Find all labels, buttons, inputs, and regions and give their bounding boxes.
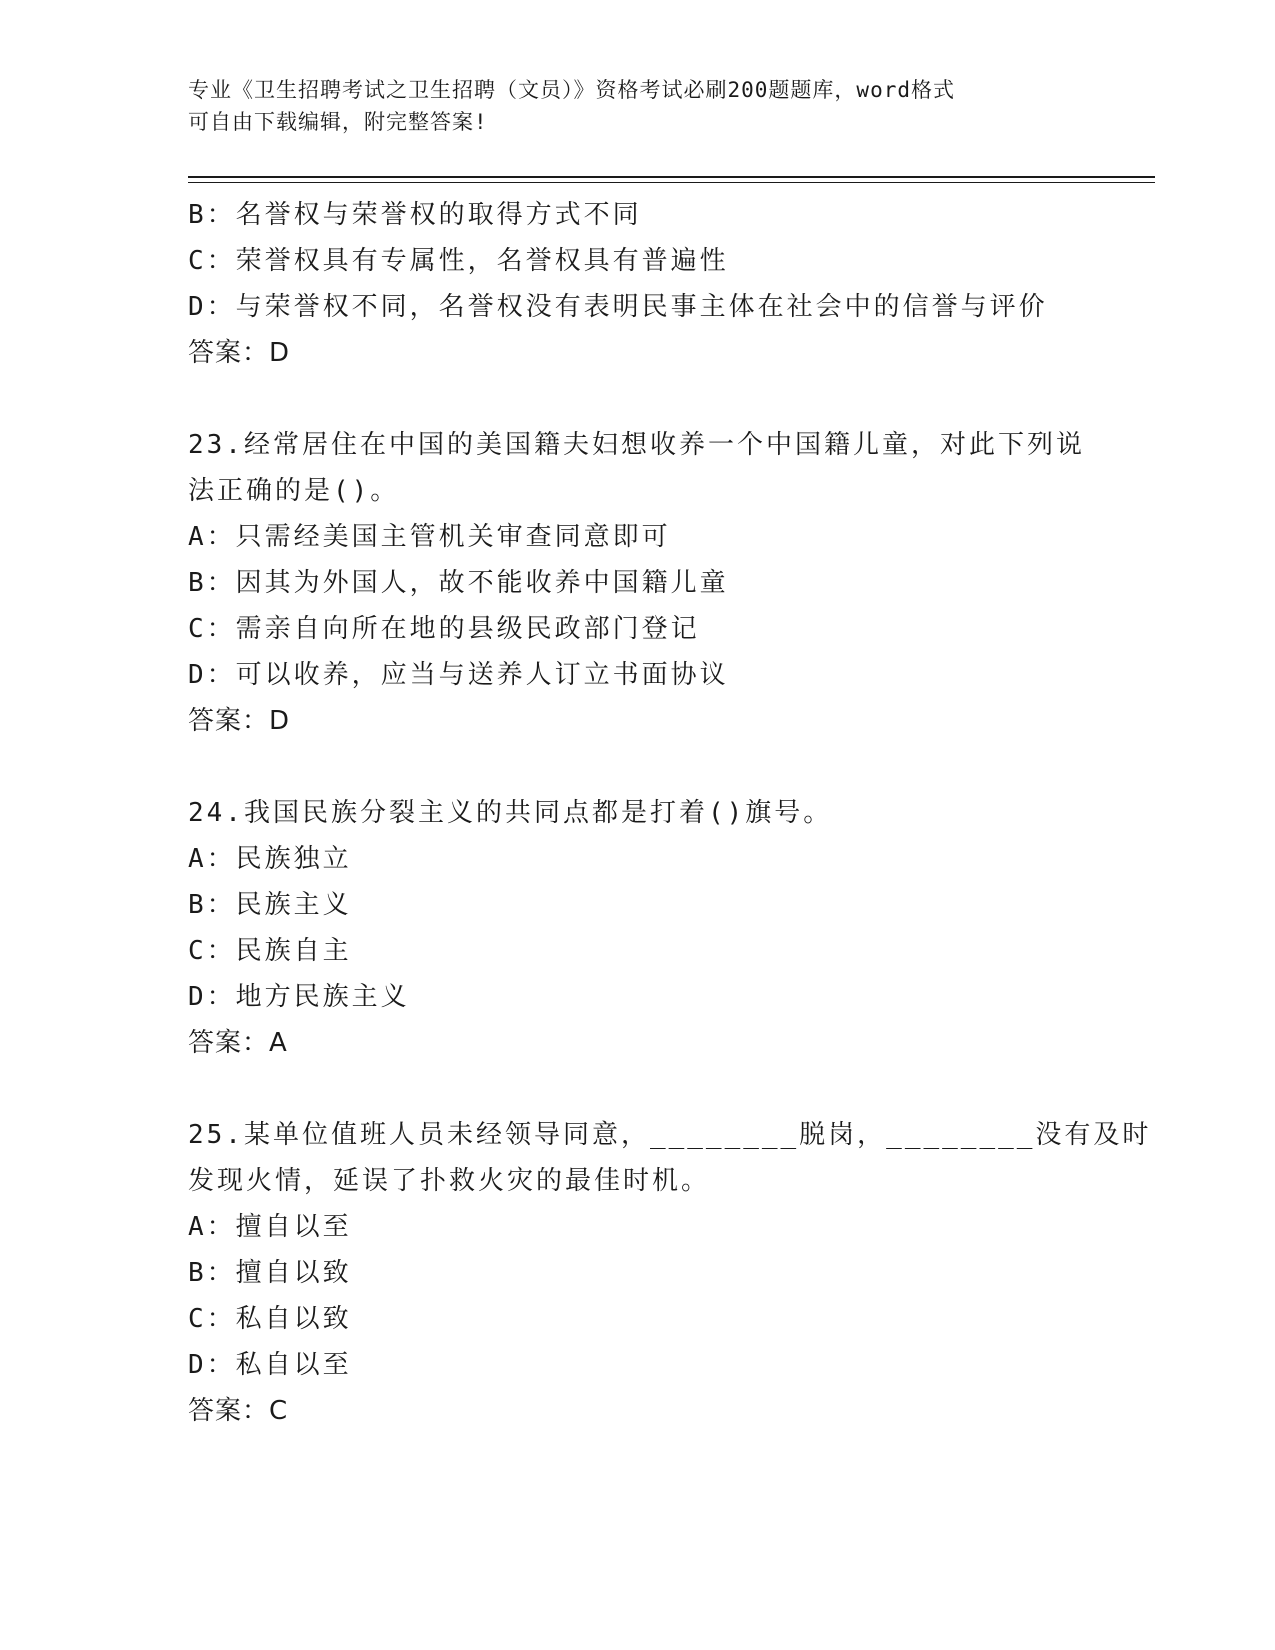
question-stem: 24.我国民族分裂主义的共同点都是打着()旗号。 [188, 798, 833, 828]
prev-question [188, 192, 1088, 376]
option-a: A：只需经美国主管机关审查同意即可 [188, 522, 671, 552]
option-c: C：荣誉权具有专属性，名誉权具有普遍性 [188, 246, 729, 276]
answer: 答案：D [188, 706, 291, 736]
option-a: A：擅自以至 [188, 1212, 352, 1242]
question-25 [188, 1112, 1152, 1434]
answer: 答案：C [188, 1396, 289, 1426]
option-c: C：私自以致 [188, 1304, 352, 1334]
question-24 [188, 790, 1088, 1066]
option-d: D：私自以至 [188, 1350, 352, 1380]
option-b: B：擅自以致 [188, 1258, 352, 1288]
spacer [188, 1066, 1088, 1112]
question-stem: 23.经常居住在中国的美国籍夫妇想收养一个中国籍儿童，对此下列说 [188, 430, 1085, 460]
option-d: D：可以收养，应当与送养人订立书面协议 [188, 660, 729, 690]
option-d: D：地方民族主义 [188, 982, 410, 1012]
header-rule-thin [188, 182, 1155, 183]
question-stem-cont: 发现火情，延误了扑救火灾的最佳时机。 [188, 1166, 711, 1196]
question-23 [188, 422, 1088, 744]
header-line-2: 可自由下载编辑，附完整答案! [188, 110, 488, 134]
header-rule-thick [188, 176, 1155, 178]
spacer [188, 744, 1088, 790]
header-line-1: 专业《卫生招聘考试之卫生招聘（文员）》资格考试必刷200题题库，word格式 [188, 78, 955, 102]
document-header [188, 74, 1088, 138]
answer: 答案：A [188, 1028, 288, 1058]
option-b: B：名誉权与荣誉权的取得方式不同 [188, 200, 642, 230]
option-b: B：民族主义 [188, 890, 352, 920]
option-b: B：因其为外国人，故不能收养中国籍儿童 [188, 568, 729, 598]
spacer [188, 376, 1088, 422]
option-d: D：与荣誉权不同，名誉权没有表明民事主体在社会中的信誉与评价 [188, 292, 1048, 322]
option-c: C：需亲自向所在地的县级民政部门登记 [188, 614, 700, 644]
option-c: C：民族自主 [188, 936, 352, 966]
option-a: A：民族独立 [188, 844, 352, 874]
question-stem-cont: 法正确的是()。 [188, 476, 400, 506]
question-content [188, 192, 1152, 1434]
question-stem: 25.某单位值班人员未经领导同意，________脱岗，________没有及时 [188, 1120, 1152, 1150]
answer: 答案：D [188, 338, 291, 368]
